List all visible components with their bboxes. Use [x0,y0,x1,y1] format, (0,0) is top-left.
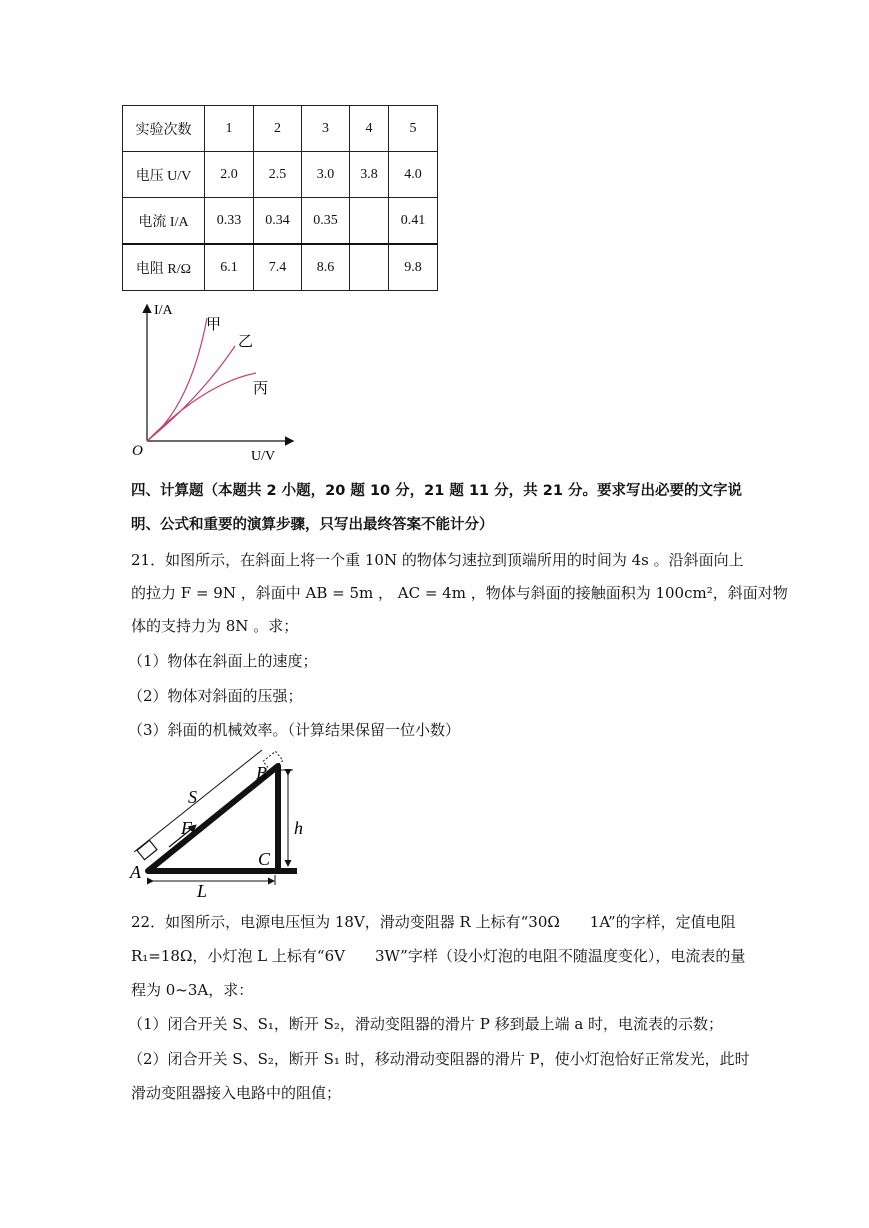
table-cell: 电压 U/V [123,152,205,198]
label-c: C [258,849,271,869]
q22-text-line3: 程为 0~3A，求： [131,981,254,999]
table-cell: 2.5 [254,152,302,198]
q22-text-line2: R₁=18Ω，小灯泡 L 上标有“6V 3W”字样（设小灯泡的电阻不随温度变化），电流表的量 [131,947,746,965]
q21-subquestion-2: （2）物体对斜面的压强； [128,687,303,705]
table-cell: 8.6 [302,244,350,291]
q22-subquestion-2: （2）闭合开关 S、S₂，断开 S₁ 时，移动滑动变阻器的滑片 P，使小灯泡恰好正常发光，此时 [128,1050,750,1068]
label-b: B [256,763,267,783]
table-cell: 实验次数 [123,106,205,152]
table-row [123,198,438,245]
section-heading-cont: 明、公式和重要的演算步骤，只写出最终答案不能计分） [131,517,494,533]
q21-text-line3: 体的支持力为 8N 。求； [131,617,299,635]
label-h: h [294,818,303,838]
table-cell: 4 [350,106,389,152]
iu-graph [120,298,310,468]
table-cell: 3.0 [302,152,350,198]
curve-jia [147,318,207,441]
incline-diagram [125,745,305,900]
table-cell: 电流 I/A [123,198,205,245]
table-cell: 3 [302,106,350,152]
table-row [123,244,438,291]
table-cell: 9.8 [389,244,438,291]
curve-label-jia: 甲 [206,317,222,333]
table-cell [350,244,389,291]
table-cell: 0.41 [389,198,438,245]
q21-subquestion-1: （1）物体在斜面上的速度； [128,652,318,670]
table-cell: 2 [254,106,302,152]
x-axis-label: U/V [251,449,276,464]
origin-label: O [132,443,143,459]
table-cell: 5 [389,106,438,152]
table-cell [350,198,389,245]
block [137,840,157,859]
table-row [123,152,438,198]
label-l: L [197,881,208,900]
q21-text-line1: 21．如图所示，在斜面上将一个重 10N 的物体匀速拉到顶端所用的时间为 4s 。沿斜面向上 [131,551,744,569]
table-cell: 4.0 [389,152,438,198]
dimension-s-line [134,750,262,852]
label-s: S [188,787,197,807]
table-cell: 0.34 [254,198,302,245]
table-row [123,106,438,152]
table-cell: 3.8 [350,152,389,198]
table-cell: 2.0 [205,152,254,198]
q22-subquestion-1: （1）闭合开关 S、S₁，断开 S₂，滑动变阻器的滑片 P 移到最上端 a 时，电流表的示数； [128,1015,724,1033]
q21-text-line2: 的拉力 F = 9N ，斜面中 AB = 5m ， AC = 4m ，物体与斜面的接触面积为 100cm²，斜面对物 [131,584,788,602]
curve-bing [147,373,256,441]
table-cell: 0.35 [302,198,350,245]
table-cell: 0.33 [205,198,254,245]
curve-label-bing: 丙 [253,381,269,397]
table-cell: 电阻 R/Ω [123,244,205,291]
table-cell: 7.4 [254,244,302,291]
table-cell: 6.1 [205,244,254,291]
q21-subquestion-3: （3）斜面的机械效率。（计算结果保留一位小数） [128,721,461,739]
label-f: F [181,818,192,838]
curve-yi [147,346,235,441]
q22-subquestion-2-cont: 滑动变阻器接入电路中的阻值； [131,1084,342,1102]
experiment-table [122,105,438,291]
y-axis-label: I/A [154,303,173,318]
section-heading: 四、计算题（本题共 2 小题，20 题 10 分，21 题 11 分，共 21 分。要求写出必要的文字说 [131,483,742,499]
curve-label-yi: 乙 [238,334,254,350]
table-cell: 1 [205,106,254,152]
label-a: A [130,862,141,882]
q22-text-line1: 22．如图所示，电源电压恒为 18V，滑动变阻器 R 上标有“30Ω 1A”的字样，定值电阻 [131,913,736,931]
